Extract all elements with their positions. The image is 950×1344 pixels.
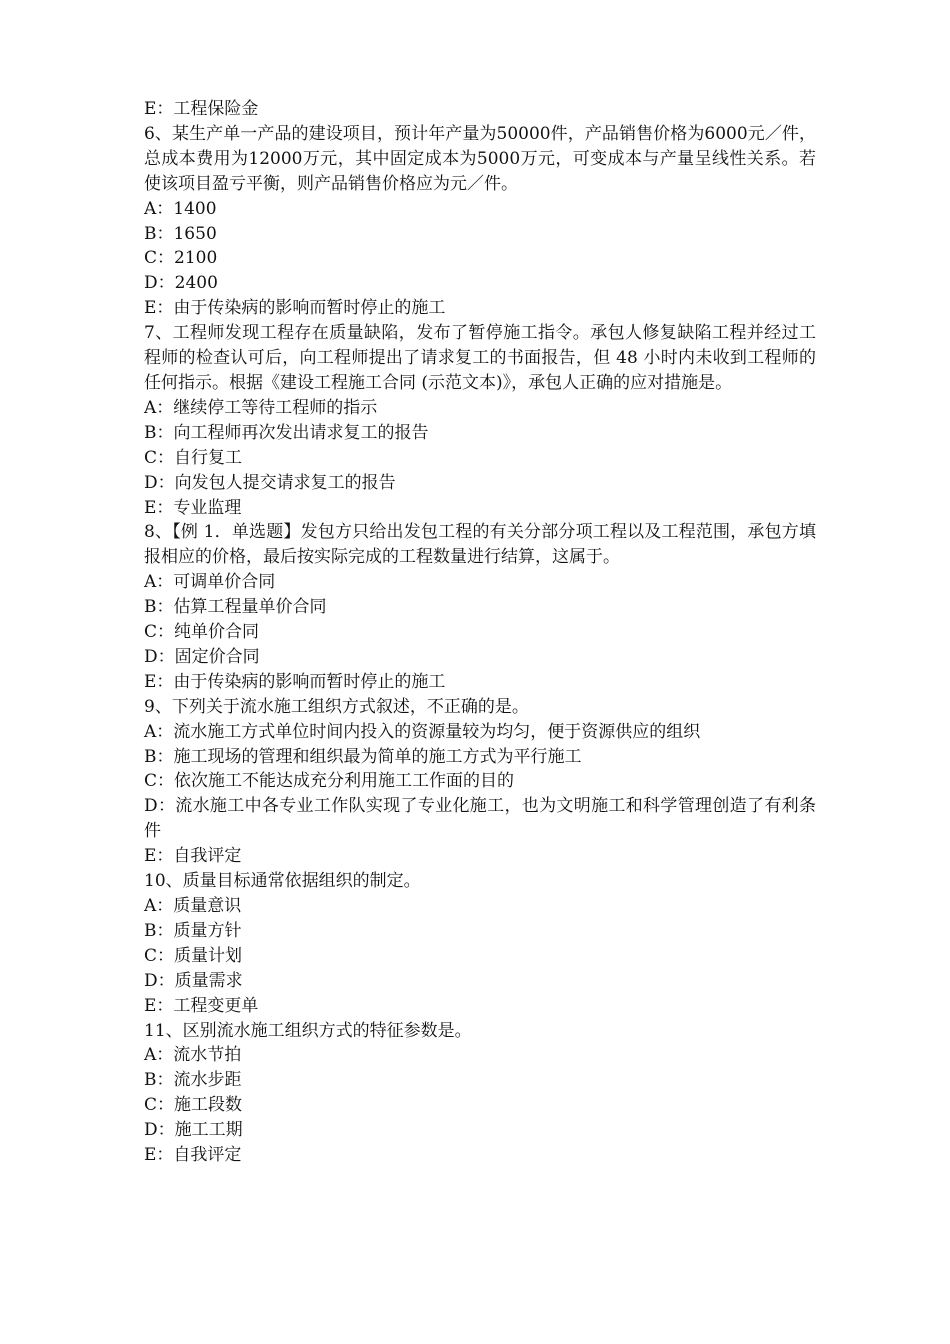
option-line: C：2100	[144, 248, 218, 269]
option-line: E：由于传染病的影响而暂时停止的施工	[144, 298, 446, 319]
question-paragraph: 9、下列关于流水施工组织方式叙述，不正确的是。	[144, 696, 529, 717]
option-paragraph: D：流水施工中各专业工作队实现了专业化施工，也为文明施工和科学管理创造了有利条件	[144, 796, 816, 842]
option-line: D：2400	[144, 273, 218, 294]
option-line: C：依次施工不能达成充分利用施工工作面的目的	[144, 771, 515, 792]
option-line: A：1400	[144, 198, 217, 219]
option-line: E：专业监理	[144, 497, 242, 518]
option-line: E：工程保险金	[144, 99, 259, 119]
question-paragraph: 6、某生产单一产品的建设项目，预计年产量为50000件，产品销售价格为6000元／件，总成本费用为12000万元，其中固定成本为5000万元，可变成本与产量呈线性关系。若使该项目盈亏平衡，则产品销售价格应为元／件。	[144, 123, 816, 194]
question-paragraph: 8、【例 1．单选题】发包方只给出发包工程的有关分部分项工程以及工程范围，承包方填报相应的价格，最后按实际完成的工程数量进行结算，这属于。	[144, 522, 816, 568]
option-line: C：施工段数	[144, 1095, 243, 1116]
option-line: B：估算工程量单价合同	[144, 597, 327, 618]
option-line: C：纯单价合同	[144, 622, 260, 643]
option-line: A：流水施工方式单位时间内投入的资源量较为均匀，便于资源供应的组织	[144, 721, 701, 742]
option-line: C：质量计划	[144, 945, 243, 966]
option-line: B：施工现场的管理和组织最为简单的施工方式为平行施工	[144, 746, 582, 767]
option-line: E：由于传染病的影响而暂时停止的施工	[144, 671, 446, 692]
option-line: E：自我评定	[144, 846, 242, 867]
option-line: E：自我评定	[144, 1145, 242, 1166]
option-line: D：质量需求	[144, 970, 243, 991]
option-line: B：质量方针	[144, 920, 242, 941]
option-line: A：可调单价合同	[144, 572, 276, 593]
option-line: B：向工程师再次发出请求复工的报告	[144, 422, 429, 443]
option-line: D：向发包人提交请求复工的报告	[144, 472, 396, 493]
option-line: B：1650	[144, 223, 217, 244]
option-line: B：流水步距	[144, 1070, 242, 1091]
document-page	[144, 97, 816, 1168]
option-line: A：质量意识	[144, 896, 242, 916]
question-paragraph: 10、质量目标通常依据组织的制定。	[144, 871, 421, 892]
option-line: E：工程变更单	[144, 995, 259, 1016]
option-line: C：自行复工	[144, 447, 243, 468]
question-paragraph: 7、工程师发现工程存在质量缺陷，发布了暂停施工指令。承包人修复缺陷工程并经过工程师的检查认可后，向工程师提出了请求复工的书面报告，但 48 小时内未收到工程师的任何指示。根据《建设工程施工合同 (示范文本)》，承包人正确的应对措施是。	[144, 323, 816, 393]
question-paragraph: 11、区别流水施工组织方式的特征参数是。	[144, 1020, 472, 1041]
option-line: D：固定价合同	[144, 646, 260, 667]
option-line: D：施工工期	[144, 1120, 243, 1141]
option-line: A：继续停工等待工程师的指示	[144, 397, 378, 418]
option-line: A：流水节拍	[144, 1045, 242, 1066]
